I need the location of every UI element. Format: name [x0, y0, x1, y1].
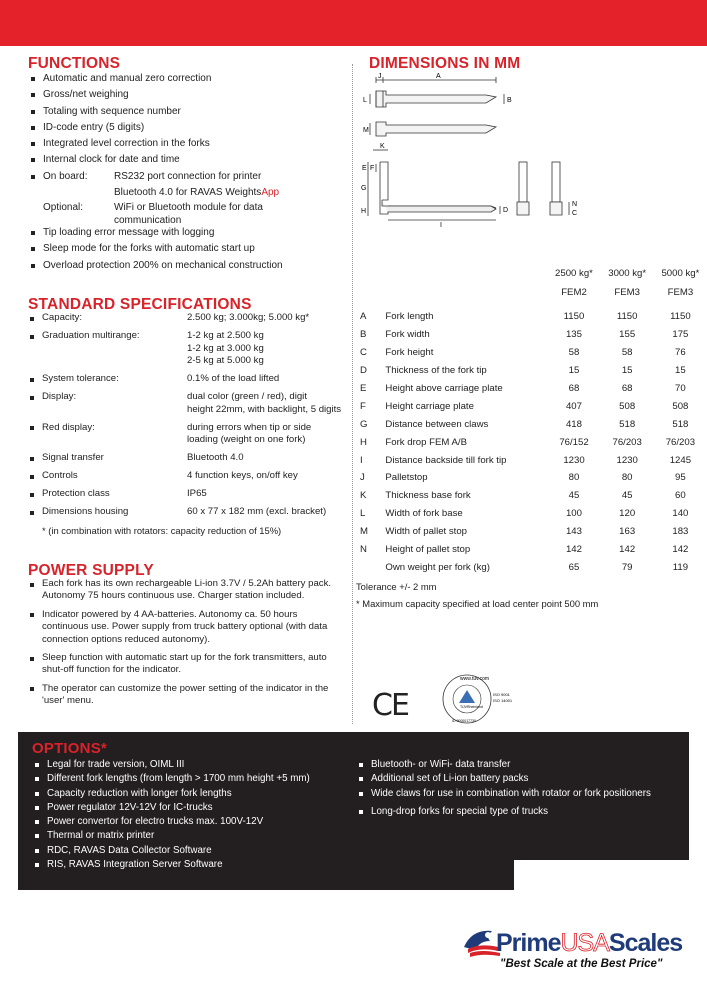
dimension-code: C — [360, 347, 367, 359]
brand-prime: Prime — [496, 929, 561, 957]
spec-row — [28, 312, 348, 325]
power-item: Each fork has its own rechargeable Li-ion 3.7V / 5.2Ah battery pack. Autonomy 75 hours continuous use. Charger station included. — [28, 578, 346, 603]
dim-label-m: M — [363, 127, 369, 134]
dimension-value: 68 — [568, 383, 580, 394]
dimension-value: 175 — [672, 329, 689, 341]
spec-value: 2.500 kg; 3.000kg; 5.000 kg* — [187, 312, 310, 323]
dimension-value: 163 — [619, 526, 636, 538]
dimension-row — [356, 362, 707, 380]
spec-value: IP65 — [187, 488, 207, 499]
option-item: RIS, RAVAS Integration Server Software — [32, 858, 362, 872]
dimension-value: 76/203 — [612, 436, 642, 448]
standard-title: STANDARD SPECIFICATIONS — [28, 296, 252, 313]
dimension-value: 15 — [568, 365, 580, 377]
option-item: Long-drop forks for special type of trucks — [356, 805, 656, 819]
dimension-row — [356, 344, 707, 362]
dimension-row — [356, 487, 707, 505]
svg-text:ISO 14001: ISO 14001 — [493, 698, 513, 703]
dimension-value: 68 — [621, 383, 633, 394]
options-panel-notch — [514, 860, 689, 890]
option-item: Legal for trade version, OIML III — [32, 758, 362, 772]
function-item: Overload protection 200% on mechanical construction — [28, 258, 348, 274]
brand-tagline: "Best Scale at the Best Price" — [500, 958, 663, 970]
dim-label-f: F — [370, 165, 375, 172]
dimension-value: 120 — [619, 508, 636, 520]
option-item: Wide claws for use in combination with rotator or fork positioners — [356, 787, 656, 801]
dim-label-l: L — [363, 97, 367, 104]
spec-value: 4 function keys, on/off key — [187, 470, 298, 481]
function-item: Integrated level correction in the forks — [28, 136, 348, 152]
dimension-name: Distance backside till fork tip — [385, 454, 507, 466]
dimension-value: 76/152 — [559, 436, 589, 448]
dimension-code: L — [360, 508, 366, 520]
dimension-value: 135 — [565, 329, 582, 341]
power-title: POWER SUPPLY — [28, 562, 154, 579]
power-item: The operator can customize the power setting of the indicator in the 'user' menu. — [28, 683, 346, 708]
spec-row — [28, 488, 348, 501]
dimension-value: 100 — [565, 508, 582, 520]
spec-value: dual color (green / red), digit height 22mm, with backlight, 5 digits — [187, 391, 342, 415]
dimension-name: Height above carriage plate — [385, 383, 503, 394]
dimension-row — [356, 415, 707, 433]
dimension-name: Height of pallet stop — [385, 544, 471, 556]
dimension-value: 119 — [672, 561, 689, 573]
dimension-code: F — [360, 400, 366, 412]
dim-label-k: K — [380, 143, 385, 150]
dimension-value: 95 — [675, 472, 686, 484]
col-cap: 5000 kg* — [661, 268, 700, 279]
brand-scales: Scales — [608, 929, 683, 957]
dimension-value: 140 — [672, 508, 689, 520]
dimension-code: D — [360, 365, 367, 377]
spec-row — [28, 391, 348, 416]
power-item: Indicator powered by 4 AA-batteries. Autonomy ca. 50 hours continuous use. Power supply from truck battery optional (with data connection options reduced autonomy). — [28, 609, 346, 646]
dimension-row — [356, 326, 707, 344]
dimension-value: 58 — [621, 347, 633, 359]
option-item: Different fork lengths (from length > 1700 mm height +5 mm) — [32, 772, 362, 786]
options-list-left — [32, 758, 362, 872]
function-item: Sleep mode for the forks with automatic start up — [28, 241, 348, 257]
dimension-value: 142 — [672, 544, 689, 556]
spec-key: Signal transfer — [42, 452, 104, 463]
dimension-value: 407 — [565, 400, 582, 412]
dimension-name: Height carriage plate — [385, 400, 474, 412]
dimensions-table — [356, 264, 707, 576]
dimension-value: 15 — [675, 365, 686, 377]
dimension-value: 1230 — [616, 454, 638, 466]
option-item: Bluetooth- or WiFi- data transfer — [356, 758, 656, 772]
dimension-code: A — [360, 311, 367, 323]
option-item: Thermal or matrix printer — [32, 829, 362, 843]
power-item: Sleep function with automatic start up for the fork transmitters, auto shut-off function for the indicator. — [28, 652, 346, 677]
dimension-code: B — [360, 329, 367, 341]
spec-value: 60 x 77 x 182 mm (excl. bracket) — [187, 506, 327, 517]
function-item: Gross/net weighing — [28, 87, 348, 103]
dimension-value: 45 — [621, 490, 633, 502]
dimension-code: J — [360, 472, 365, 484]
dimension-name: Fork length — [385, 311, 434, 323]
col-cap: 3000 kg* — [608, 268, 647, 279]
dimension-code: N — [360, 544, 367, 556]
dimension-row — [356, 541, 707, 559]
optional-line1: WiFi or Bluetooth module for data — [114, 202, 263, 214]
dim-label-e: E — [362, 165, 367, 172]
dimension-name: Fork width — [385, 329, 430, 341]
dimension-value: 80 — [568, 472, 580, 484]
functions-list — [28, 71, 348, 228]
dim-label-n: N — [572, 201, 578, 208]
dimension-row — [356, 469, 707, 487]
dimension-code — [356, 558, 385, 576]
option-item: Power regulator 12V-12V for IC-trucks — [32, 801, 362, 815]
tuv-certificate-seal — [440, 672, 520, 727]
option-item: Additional set of Li-ion battery packs — [356, 772, 656, 786]
dimension-code: K — [360, 490, 367, 502]
spec-row — [28, 373, 348, 386]
dimension-name: Distance between claws — [385, 418, 489, 430]
dimension-value: 60 — [675, 490, 686, 502]
dimension-value: 183 — [672, 526, 689, 538]
dimension-value: 142 — [619, 544, 636, 556]
dimension-row — [356, 380, 707, 398]
options-list-right — [356, 758, 656, 819]
dimension-value: 143 — [565, 526, 582, 538]
standard-specs — [28, 312, 348, 524]
col-fem: FEM3 — [614, 287, 640, 298]
dimension-row — [356, 451, 707, 469]
options-panel — [18, 732, 689, 890]
functions-list-2 — [28, 225, 348, 274]
optional-label: Optional: — [43, 202, 84, 214]
spec-row — [28, 470, 348, 483]
dimension-value: 76/203 — [665, 436, 696, 448]
dimension-row — [356, 397, 707, 415]
dimension-value: 1230 — [563, 454, 585, 466]
dimension-value: 518 — [619, 418, 636, 430]
col-cap: 2500 kg* — [555, 268, 593, 279]
spec-key: Capacity: — [42, 312, 82, 323]
spec-key: Controls — [42, 470, 78, 481]
dim-label-h: H — [361, 208, 367, 215]
onboard-line2: Bluetooth 4.0 for RAVAS Weights — [114, 187, 262, 199]
dimension-value: 508 — [619, 400, 636, 412]
dim-label-b: B — [507, 97, 512, 104]
dimension-code: M — [360, 526, 368, 538]
svg-text:www.tuv.com: www.tuv.com — [460, 676, 490, 682]
dimension-value: 155 — [619, 329, 636, 341]
onboard-line2-app: App — [261, 187, 280, 199]
dimension-name: Own weight per fork (kg) — [385, 561, 490, 573]
power-list — [28, 578, 346, 714]
prime-usa-scales-logo — [462, 925, 692, 985]
dim-label-j: J — [378, 73, 382, 80]
spec-value: Bluetooth 4.0 — [187, 452, 244, 463]
dimension-code: I — [360, 454, 363, 466]
dimension-value: 1150 — [616, 311, 638, 323]
spec-row — [28, 452, 348, 465]
function-item: Tip loading error message with logging — [28, 225, 348, 241]
dimension-value: 518 — [672, 418, 689, 430]
function-item-onboard — [28, 169, 348, 229]
dimension-name: Palletstop — [385, 472, 428, 484]
dimension-value: 508 — [672, 400, 689, 412]
dimension-row — [356, 523, 707, 541]
onboard-label: On board: — [43, 170, 88, 182]
tolerance-note: Tolerance +/- 2 mm — [356, 581, 437, 592]
dimension-value: 1150 — [563, 311, 585, 323]
dim-label-c: C — [572, 210, 578, 217]
dimension-row — [356, 433, 707, 451]
dim-label-g: G — [361, 185, 367, 192]
spec-key: Display: — [42, 391, 77, 402]
fork-dimension-diagram — [356, 72, 586, 232]
spec-key: Protection class — [42, 488, 110, 499]
function-item: ID-code entry (5 digits) — [28, 120, 348, 136]
dim-label-d: D — [503, 207, 509, 214]
top-banner — [0, 0, 707, 46]
brand-usa: USA — [560, 929, 609, 957]
options-title: OPTIONS* — [32, 740, 107, 757]
dimensions-title: DIMENSIONS IN MM — [369, 55, 521, 72]
dimension-row — [356, 558, 707, 576]
dimension-code: E — [360, 383, 367, 394]
svg-text:TÜVRheinland: TÜVRheinland — [460, 705, 483, 709]
spec-key: Graduation multirange: — [42, 330, 140, 341]
dim-label-i: I — [440, 222, 442, 229]
onboard-line1: RS232 port connection for printer — [114, 170, 262, 182]
dimension-name: Fork height — [385, 347, 434, 359]
col-fem: FEM3 — [667, 287, 694, 298]
dimension-value: 76 — [675, 347, 686, 359]
spec-key: Dimensions housing — [42, 506, 129, 517]
spec-value: 1-2 kg at 2.500 kg 1-2 kg at 3.000 kg 2-5 kg at 5.000 kg — [187, 330, 264, 366]
dimension-name: Thickness of the fork tip — [385, 365, 487, 377]
functions-title: FUNCTIONS — [28, 55, 121, 72]
dimension-row — [356, 308, 707, 326]
dimension-value: 65 — [568, 561, 580, 573]
optional-line2: communication — [114, 215, 182, 227]
dimension-name: Width of fork base — [385, 508, 463, 520]
function-item: Totaling with sequence number — [28, 104, 348, 120]
spec-value: 0.1% of the load lifted — [187, 373, 280, 384]
dimension-name: Fork drop FEM A/B — [385, 436, 467, 448]
dimension-value: 70 — [675, 383, 686, 394]
max-capacity-note: * Maximum capacity specified at load center point 500 mm — [356, 598, 599, 609]
dimension-value: 15 — [621, 365, 633, 377]
dimension-code: H — [360, 436, 367, 448]
function-item: Internal clock for date and time — [28, 152, 348, 168]
dimension-name: Width of pallet stop — [385, 526, 467, 538]
dimension-value: 418 — [565, 418, 582, 430]
dimension-value: 45 — [568, 490, 580, 502]
option-item: RDC, RAVAS Data Collector Software — [32, 844, 362, 858]
spec-row — [28, 422, 348, 447]
dimension-value: 1150 — [670, 311, 691, 323]
ce-mark: CE — [372, 688, 408, 723]
dimension-value: 142 — [565, 544, 582, 556]
svg-text:ID 9000017730: ID 9000017730 — [452, 719, 476, 723]
dimension-value: 80 — [621, 472, 633, 484]
dimension-value: 1245 — [669, 454, 692, 466]
spec-value: during errors when tip or side loading (weight on one fork) — [187, 421, 312, 445]
col-fem: FEM2 — [561, 287, 587, 298]
svg-text:ISO 9001: ISO 9001 — [493, 692, 510, 697]
dimension-row — [356, 505, 707, 523]
dim-label-a: A — [436, 73, 441, 80]
function-item: Automatic and manual zero correction — [28, 71, 348, 87]
spec-row — [28, 506, 348, 519]
spec-key: System tolerance: — [42, 373, 119, 384]
option-item: Capacity reduction with longer fork lengths — [32, 787, 362, 801]
dimension-value: 58 — [568, 347, 580, 359]
column-divider — [352, 64, 353, 724]
spec-key: Red display: — [42, 421, 95, 433]
spec-row — [28, 330, 348, 368]
dimension-value: 79 — [621, 561, 633, 573]
dimension-code: G — [360, 418, 368, 430]
option-item: Power convertor for electro trucks max. 100V-12V — [32, 815, 362, 829]
dimension-name: Thickness base fork — [385, 490, 471, 502]
standard-note: * (in combination with rotators: capacity reduction of 15%) — [42, 525, 282, 536]
